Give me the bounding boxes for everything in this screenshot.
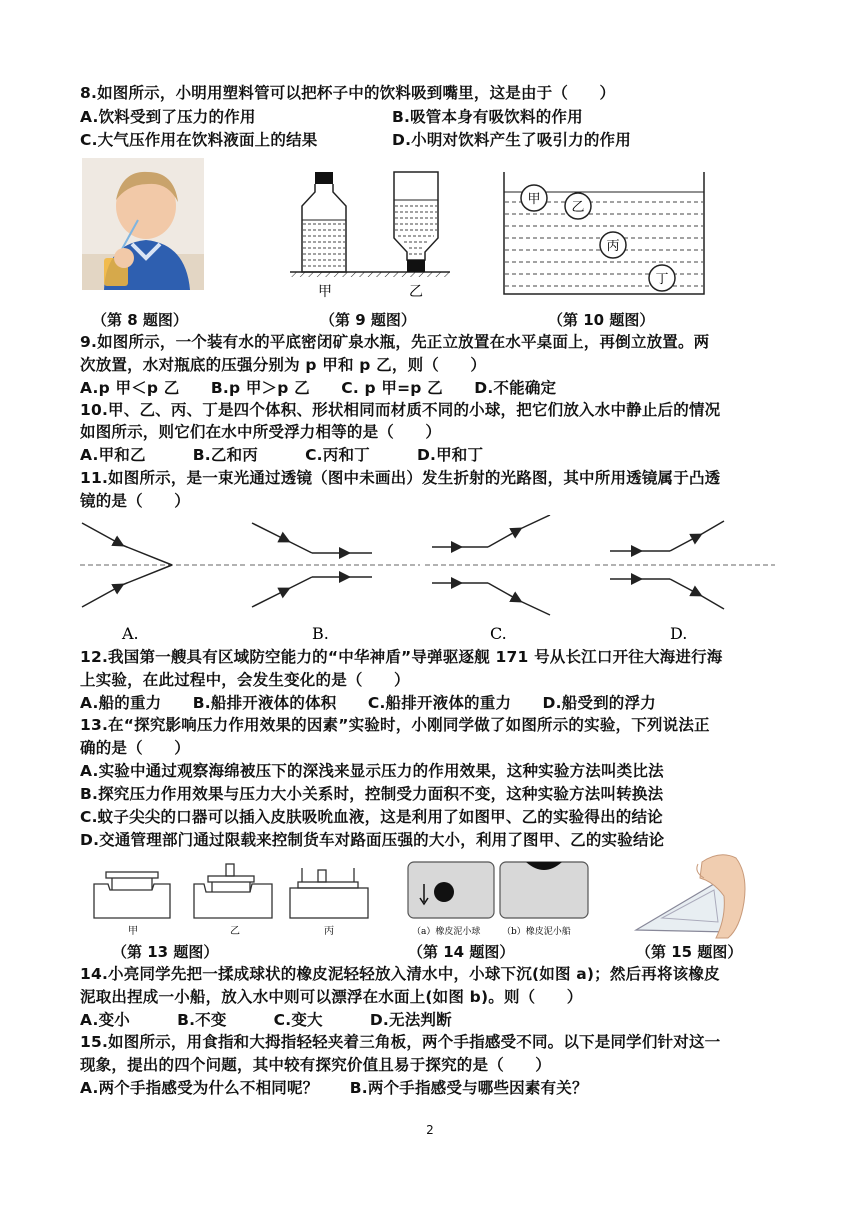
- q14-options: A.变小 B.不变 C.变大 D.无法判断: [80, 1011, 452, 1029]
- fig15-caption: （第 15 题图）: [636, 943, 743, 961]
- q14-stem-line2: 泥取出捏成一小船，放入水中则可以漂浮在水面上(如图 b)。则（ ）: [80, 988, 583, 1006]
- page-number: 2: [426, 1123, 434, 1137]
- fig14-clay-diagram: [404, 858, 594, 940]
- fig14-label-a: （a）橡皮泥小球: [412, 927, 481, 937]
- q11-stem-line2: 镜的是（ ）: [80, 492, 190, 510]
- q9-stem-line2: 次放置，水对瓶底的压强分别为 p 甲和 p 乙，则（ ）: [80, 356, 487, 374]
- q8-option-b: B.吸管本身有吸饮料的作用: [392, 108, 583, 126]
- fig13-label-2: 乙: [230, 926, 240, 937]
- fig11-ray-diagrams: [80, 515, 780, 647]
- q8-stem: 8.如图所示，小明用塑料管可以把杯子中的饮料吸到嘴里，这是由于（ ）: [80, 84, 616, 102]
- fig14-label-b: （b）橡皮泥小船: [502, 927, 571, 937]
- fig11-label-c: C.: [490, 624, 507, 643]
- fig10-container-diagram: [500, 168, 710, 300]
- q8-option-d: D.小明对饮料产生了吸引力的作用: [392, 131, 631, 149]
- q15-stem-line1: 15.如图所示，用食指和大拇指轻轻夹着三角板，两个手指感受不同。以下是同学们针对这一: [80, 1033, 721, 1051]
- fig10-ball-label-2: 乙: [571, 200, 585, 215]
- q10-stem-line2: 如图所示，则它们在水中所受浮力相等的是（ ）: [80, 423, 442, 441]
- fig9-caption: （第 9 题图）: [320, 311, 416, 329]
- fig9-label-right: 乙: [409, 284, 423, 300]
- fig11-label-b: B.: [312, 624, 329, 643]
- q14-stem-line1: 14.小亮同学先把一揉成球状的橡皮泥轻轻放入清水中，小球下沉(如图 a)；然后再将该橡皮: [80, 965, 720, 983]
- fig10-ball-label-3: 丙: [606, 239, 620, 254]
- q12-options: A.船的重力 B.船排开液体的体积 C.船排开液体的重力 D.船受到的浮力: [80, 694, 656, 712]
- fig9-bottles-diagram: [290, 168, 450, 302]
- q13-option-c: C.蚊子尖尖的口器可以插入皮肤吸吮血液，这是利用了如图甲、乙的实验得出的结论: [80, 808, 663, 826]
- q13-option-d: D.交通管理部门通过限载来控制货车对路面压强的大小，利用了图甲、乙的实验结论: [80, 831, 665, 849]
- fig11-label-d: D.: [670, 624, 688, 643]
- q13-option-a: A.实验中通过观察海绵被压下的深浅来显示压力的作用效果，这种实验方法叫类比法: [80, 762, 664, 780]
- q15-stem-line2: 现象，提出的四个问题，其中较有探究价值且易于探究的是（ ）: [80, 1056, 552, 1074]
- fig13-label-3: 丙: [324, 926, 334, 937]
- q8-option-c: C.大气压作用在饮料液面上的结果: [80, 131, 318, 149]
- q13-stem-line2: 确的是（ ）: [80, 739, 190, 757]
- fig15-triangle-hand: [632, 848, 748, 940]
- q9-options: A.p 甲＜p 乙 B.p 甲＞p 乙 C. p 甲=p 乙 D.不能确定: [80, 379, 557, 397]
- q8-option-a: A.饮料受到了压力的作用: [80, 108, 256, 126]
- q12-stem-line2: 上实验，在此过程中，会发生变化的是（ ）: [80, 671, 410, 689]
- fig10-caption: （第 10 题图）: [548, 311, 655, 329]
- q10-stem-line1: 10.甲、乙、丙、丁是四个体积、形状相同而材质不同的小球，把它们放入水中静止后的情况: [80, 401, 721, 419]
- fig13-caption: （第 13 题图）: [112, 943, 219, 961]
- q9-stem-line1: 9.如图所示，一个装有水的平底密闭矿泉水瓶，先正立放置在水平桌面上，再倒立放置。两: [80, 333, 710, 351]
- fig14-caption: （第 14 题图）: [408, 943, 515, 961]
- q15-options: A.两个手指感受为什么不相同呢？ B.两个手指感受与哪些因素有关？: [80, 1079, 588, 1097]
- q10-options: A.甲和乙 B.乙和丙 C.丙和丁 D.甲和丁: [80, 446, 484, 464]
- fig9-label-left: 甲: [318, 284, 332, 300]
- q11-stem-line1: 11.如图所示，是一束光通过透镜（图中未画出）发生折射的光路图，其中所用透镜属于凸透: [80, 469, 721, 487]
- fig11-label-a: A.: [122, 624, 139, 643]
- q13-option-b: B.探究压力作用效果与压力大小关系时，控制受力面积不变，这种实验方法叫转换法: [80, 785, 664, 803]
- fig13-sponge-diagram: [90, 856, 380, 938]
- fig8-caption: （第 8 题图）: [92, 311, 188, 329]
- fig10-ball-label-1: 甲: [527, 192, 541, 207]
- fig8-child-photo: [82, 158, 204, 290]
- fig10-ball-label-4: 丁: [655, 272, 669, 287]
- q13-stem-line1: 13.在“探究影响压力作用效果的因素”实验时，小刚同学做了如图所示的实验，下列说法正: [80, 716, 710, 734]
- q12-stem-line1: 12.我国第一艘具有区域防空能力的“中华神盾”导弹驱逐舰 171 号从长江口开往大海进行海: [80, 648, 723, 666]
- fig13-label-1: 甲: [128, 926, 138, 937]
